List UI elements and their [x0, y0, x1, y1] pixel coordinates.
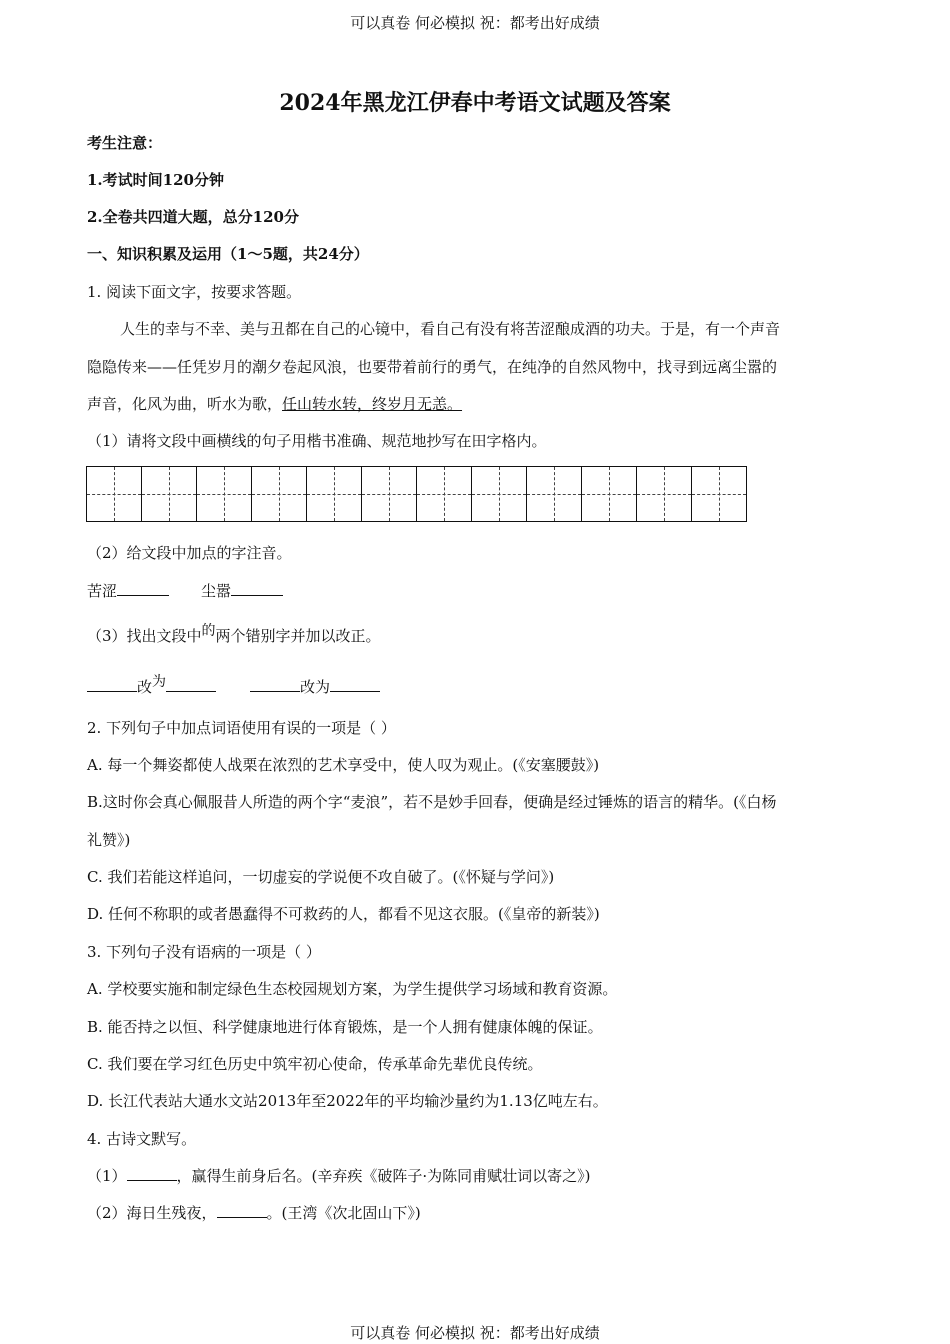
- grid-cell[interactable]: [142, 466, 197, 522]
- page-footer: 可以真卷 何必模拟 祝：都考出好成绩: [350, 1324, 600, 1342]
- q1-paragraph-line3-prefix: 声音，化风为曲，听水为歌，: [87, 395, 283, 413]
- q1-sub2: （2）给文段中加点的字注音。: [87, 544, 292, 562]
- grid-cell[interactable]: [472, 466, 527, 522]
- grid-cell[interactable]: [252, 466, 307, 522]
- correction-label-1: 改: [137, 678, 153, 696]
- q3-stem: 3. 下列句子没有语病的一项是（ ）: [87, 943, 321, 961]
- q1-stem: 1. 阅读下面文字，按要求答题。: [87, 283, 302, 301]
- q2-option-a[interactable]: A. 每一个舞姿都使人战栗在浓烈的艺术享受中，使人叹为观止。(《安塞腰鼓》): [87, 756, 600, 774]
- q4-item1-prefix: （1）: [87, 1167, 127, 1185]
- q3-option-a[interactable]: A. 学校要实施和制定绿色生态校园规划方案，为学生提供学习场域和教育资源。: [87, 980, 618, 998]
- q4-item1-blank[interactable]: [127, 1166, 177, 1181]
- correction-blank-4[interactable]: [330, 677, 380, 692]
- q2-option-c[interactable]: C. 我们若能这样追问，一切虚妄的学说便不攻自破了。(《怀疑与学问》): [87, 868, 555, 886]
- tianzige-grid[interactable]: [86, 466, 747, 522]
- correction-sup: 为: [152, 674, 167, 690]
- grid-cell[interactable]: [417, 466, 472, 522]
- q4-item1-suffix: ，赢得生前身后名。(辛弃疾《破阵子·为陈同甫赋壮词以寄之》): [176, 1167, 591, 1185]
- q2-stem: 2. 下列句子中加点词语使用有误的一项是（ ）: [87, 719, 396, 737]
- grid-cell[interactable]: [362, 466, 417, 522]
- q2-option-b-line2[interactable]: 礼赞》): [87, 831, 131, 849]
- notice-item-time: 1.考试时间120分钟: [87, 171, 224, 189]
- page-header: 可以真卷 何必模拟 祝：都考出好成绩: [350, 14, 600, 32]
- q1-correction-row: [87, 676, 380, 697]
- q1-pinyin-row: [87, 580, 283, 601]
- q3-option-c[interactable]: C. 我们要在学习红色历史中筑牢初心使命，传承革命先辈优良传统。: [87, 1055, 543, 1073]
- q4-stem: 4. 古诗文默写。: [87, 1130, 197, 1148]
- notice-heading: 考生注意：: [87, 134, 163, 152]
- correction-blank-2[interactable]: [166, 677, 216, 692]
- grid-cell[interactable]: [582, 466, 637, 522]
- q4-item2-suffix: 。(王湾《次北固山下》): [266, 1204, 421, 1222]
- correction-blank-3[interactable]: [250, 677, 300, 692]
- q3-option-b[interactable]: B. 能否持之以恒、科学健康地进行体育锻炼，是一个人拥有健康体魄的保证。: [87, 1018, 603, 1036]
- q1-sub1: （1）请将文段中画横线的句子用楷书准确、规范地抄写在田字格内。: [87, 432, 547, 450]
- correction-blank-1[interactable]: [87, 677, 137, 692]
- q1-paragraph-line1: 人生的幸与不幸、美与丑都在自己的心镜中，看自己有没有将苦涩酿成酒的功夫。于是，有一个声音: [120, 320, 781, 338]
- q1-paragraph-line3: [87, 393, 462, 414]
- grid-cell[interactable]: [87, 466, 142, 522]
- q3-option-d[interactable]: D. 长江代表站大通水文站2013年至2022年的平均输沙量约为1.13亿吨左右。: [87, 1092, 608, 1110]
- section1-heading: 一、知识积累及运用（1～5题，共24分）: [87, 245, 369, 263]
- q1-sub3-part2: 两个错别字并加以改正。: [215, 627, 381, 645]
- pinyin-word-2: 尘嚣: [201, 582, 232, 600]
- q1-paragraph-line2: 隐隐传来——任凭岁月的潮夕卷起风浪，也要带着前行的勇气，在纯净的自然风物中，找寻到远离尘嚣的: [87, 358, 778, 376]
- q2-option-d[interactable]: D. 任何不称职的或者愚蠢得不可救药的人，都看不见这衣服。(《皇帝的新装》): [87, 905, 600, 923]
- grid-cell[interactable]: [197, 466, 252, 522]
- q1-sub3: [87, 625, 381, 646]
- pinyin-blank-1[interactable]: [117, 581, 169, 596]
- correction-label-2: 改为: [300, 678, 331, 696]
- q1-sub3-part1: （3）找出文段中: [87, 627, 202, 645]
- grid-cell[interactable]: [527, 466, 582, 522]
- q4-item2-prefix: （2）海日生残夜，: [87, 1204, 217, 1222]
- q1-sub3-sup: 的: [201, 623, 216, 639]
- notice-item-score: 2.全卷共四道大题，总分120分: [87, 208, 299, 226]
- grid-cell[interactable]: [637, 466, 692, 522]
- page-title: 2024年黑龙江伊春中考语文试题及答案: [279, 90, 671, 116]
- q4-item1: [87, 1165, 591, 1186]
- q2-option-b-line1[interactable]: B.这时你会真心佩服昔人所造的两个字“麦浪”，若不是妙手回春，便确是经过锤炼的语言的精华。(《白杨: [87, 793, 777, 811]
- q4-item2: [87, 1202, 421, 1223]
- grid-cell[interactable]: [307, 466, 362, 522]
- q4-item2-blank[interactable]: [217, 1203, 267, 1218]
- grid-cell[interactable]: [692, 466, 747, 522]
- pinyin-word-1: 苦涩: [87, 582, 118, 600]
- q1-underlined-sentence: 任山转水转，终岁月无恙。: [282, 395, 463, 413]
- pinyin-blank-2[interactable]: [231, 581, 283, 596]
